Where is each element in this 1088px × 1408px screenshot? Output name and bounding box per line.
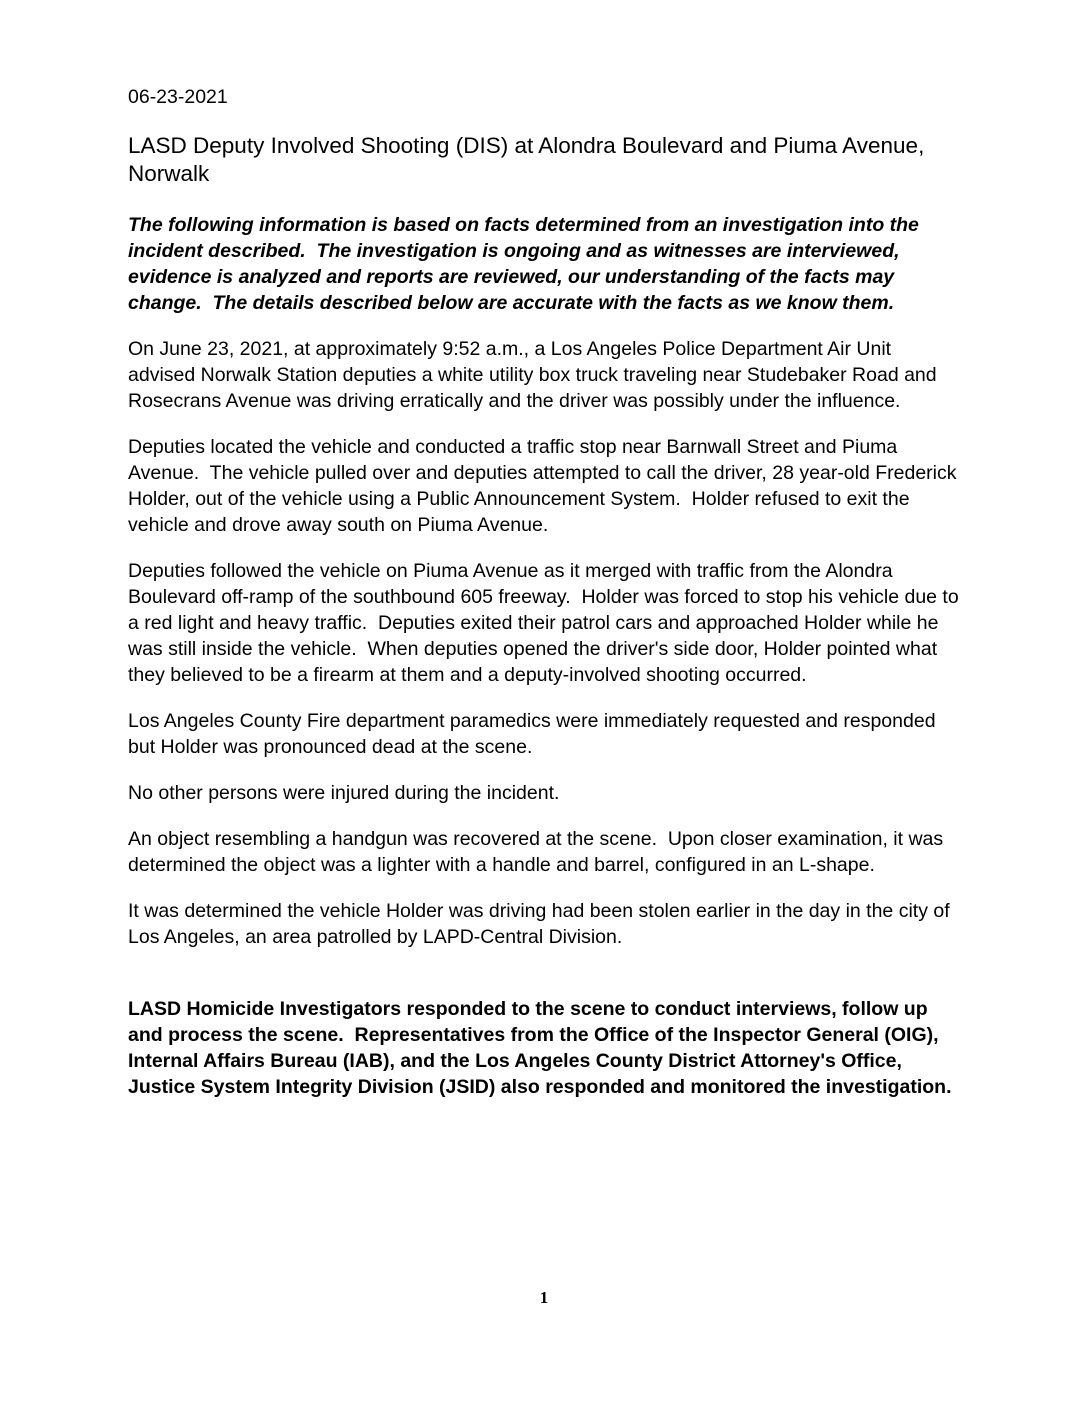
body-paragraph-5: No other persons were injured during the incident. <box>128 782 560 804</box>
body-paragraph-4: Los Angeles County Fire department paramedics were immediately requested and responded but Holder was pronounced dead at the scene. <box>128 710 941 758</box>
body-paragraph-7: It was determined the vehicle Holder was driving had been stolen earlier in the day in the city of Los Angeles, an area patrolled by LAPD-Central Division. <box>128 900 956 948</box>
document-title: LASD Deputy Involved Shooting (DIS) at Alondra Boulevard and Piuma Avenue, Norwalk <box>128 133 931 186</box>
page-number: 1 <box>539 1288 549 1307</box>
document-date: 06-23-2021 <box>128 86 228 108</box>
body-paragraph-6: An object resembling a handgun was recovered at the scene. Upon closer examination, it was determined the object was a lighter with a handle and barrel, configured in an L-shape. <box>128 828 949 876</box>
body-paragraph-1: On June 23, 2021, at approximately 9:52 a.m., a Los Angeles Police Department Air Unit advised Norwalk Station deputies a white utility box truck traveling near Studebaker Road and Rosecrans Avenue was driving erratically and the driver was possibly under the influence. <box>128 338 943 412</box>
body-paragraph-3: Deputies followed the vehicle on Piuma Avenue as it merged with traffic from the Alondra Boulevard off-ramp of the southbound 605 freeway. Holder was forced to stop his vehicle due to a red light and heavy traffic. Deputies exited their patrol cars and approached Holder while he was still inside the vehicle. When deputies opened the driver's side door, Holder pointed what they believed to be a firearm at them and a deputy-involved shooting occurred. <box>128 560 965 686</box>
body-paragraph-2: Deputies located the vehicle and conducted a traffic stop near Barnwall Street and Piuma Avenue. The vehicle pulled over and deputies attempted to call the driver, 28 year-old Frederick Holder, out of the vehicle using a Public Announcement System. Holder refused to exit the vehicle and drove away south on Piuma Avenue. <box>128 436 962 536</box>
disclaimer-paragraph: The following information is based on facts determined from an investigation into the incident described. The investigation is ongoing and as witnesses are interviewed, evidence is analyzed and reports are reviewed, our understanding of the facts may change. The details described below are accurate with the facts as we know them. <box>128 214 925 314</box>
closing-bold-paragraph: LASD Homicide Investigators responded to the scene to conduct interviews, follow up and process the scene. Representatives from the Office of the Inspector General (OIG), Internal Affairs Bureau (IAB), and the Los Angeles County District Attorney's Office, Justice System Integrity Division (JSID) also responded and monitored the investigation. <box>128 998 952 1098</box>
